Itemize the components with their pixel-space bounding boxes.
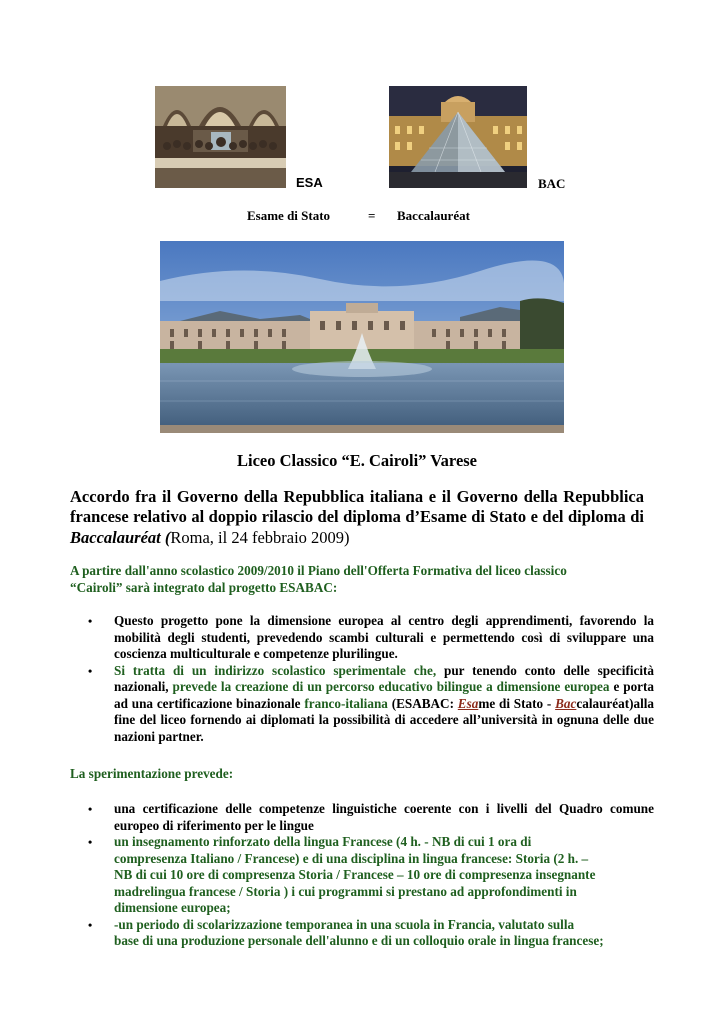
bullet-icon: • [88, 835, 93, 849]
bullet-text-segment: prevede la creazione di un percorso educativo bilingue a dimensione europea [168, 679, 610, 694]
bullet-text-segment: pur tenendo conto delle specificità nazionali, [114, 662, 654, 694]
bullet-text-segment: (ESABAC: [387, 695, 458, 711]
bac-highlight: Bac [555, 695, 577, 711]
esa-label: ESA [296, 175, 323, 190]
bullet-text-segment: calauréat) [576, 695, 634, 711]
villa-reale-fountain-image [160, 241, 564, 433]
bullet-text: Questo progetto pone la dimensione europea al centro degli apprendimenti, favorendo la mobilità degli studenti, prevedendo scambi culturali e permettendo così di sviluppare una coscienza multiculturale e competenze plurilingue. [114, 613, 654, 661]
bullet-line: NB di cui 10 ore di compresenza Storia / Francese – 10 ore di compresenza insegnante [114, 867, 596, 882]
project-bullet-list [70, 613, 654, 745]
agreement-title [70, 487, 644, 548]
list-item [70, 663, 654, 746]
equation-right: Baccalauréat [397, 208, 470, 223]
list-item [70, 613, 654, 663]
intro-line-2: “Cairoli” sarà integrato dal progetto ESABAC: [70, 579, 338, 595]
agreement-title-text: Accordo fra il Governo della Repubblica italiana e il Governo della Repubblica francese relativo al doppio rilascio del diploma d’Esame di Stato e del diploma di [70, 487, 644, 527]
bullet-line: dimensione europea; [114, 900, 231, 915]
agreement-date: Roma, il 24 febbraio 2009) [170, 527, 350, 547]
list-item [70, 801, 654, 834]
list-item [70, 917, 654, 950]
bullet-text: una certificazione delle competenze linguistiche coerente con i livelli del Quadro comune europeo di riferimento per le lingue [114, 801, 654, 833]
bullet-text-segment: e porta ad una certificazione binazionale [114, 679, 654, 711]
esa-highlight: Esa [457, 695, 479, 711]
equation-sign: = [368, 208, 376, 223]
bac-label: BAC [538, 176, 566, 191]
bullet-line: madrelingua francese / Storia ) i cui programmi si prestano ad approfondimenti in [114, 883, 577, 899]
bullet-text-segment: Si tratta di un indirizzo scolastico sperimentale che, [114, 662, 444, 678]
agreement-title-italic: Baccalauréat ( [70, 527, 171, 547]
bullet-line: un insegnamento rinforzato della lingua Francese (4 h. - NB di cui 1 ora di [114, 834, 532, 849]
experimentation-bullet-list [70, 801, 654, 950]
section-heading: La sperimentazione prevede: [70, 766, 234, 781]
bullet-text-segment: me di Stato - [478, 695, 556, 711]
bullet-icon: • [88, 663, 93, 678]
bullet-icon: • [88, 614, 93, 628]
bullet-line: compresenza Italiano / Francese) e di una disciplina in lingua francese: Storia (2 h. – [114, 850, 589, 866]
bullet-line: base di una produzione personale dell'alunno e di un colloquio orale in lingua francese; [114, 933, 604, 948]
intro-paragraph [70, 563, 670, 596]
bullet-text-segment: alla fine del liceo fornendo ai diplomati la possibilità di accedere all’università in ognuna delle due nazioni partner. [114, 695, 655, 744]
bullet-line: -un periodo di scolarizzazione temporanea in una scuola in Francia, valutato sulla [114, 916, 575, 932]
last-supper-fresco-image [155, 86, 286, 188]
bullet-text-segment: franco-italiana [304, 695, 388, 711]
equation-left: Esame di Stato [247, 208, 331, 223]
list-item [70, 834, 654, 917]
louvre-pyramid-night-image [389, 86, 527, 188]
bullet-icon: • [88, 802, 93, 816]
bullet-icon: • [88, 917, 93, 932]
intro-line-1: A partire dall'anno scolastico 2009/2010 il Piano dell'Offerta Formativa del liceo classico [70, 563, 567, 578]
school-name: Liceo Classico “E. Cairoli” Varese [237, 451, 478, 470]
